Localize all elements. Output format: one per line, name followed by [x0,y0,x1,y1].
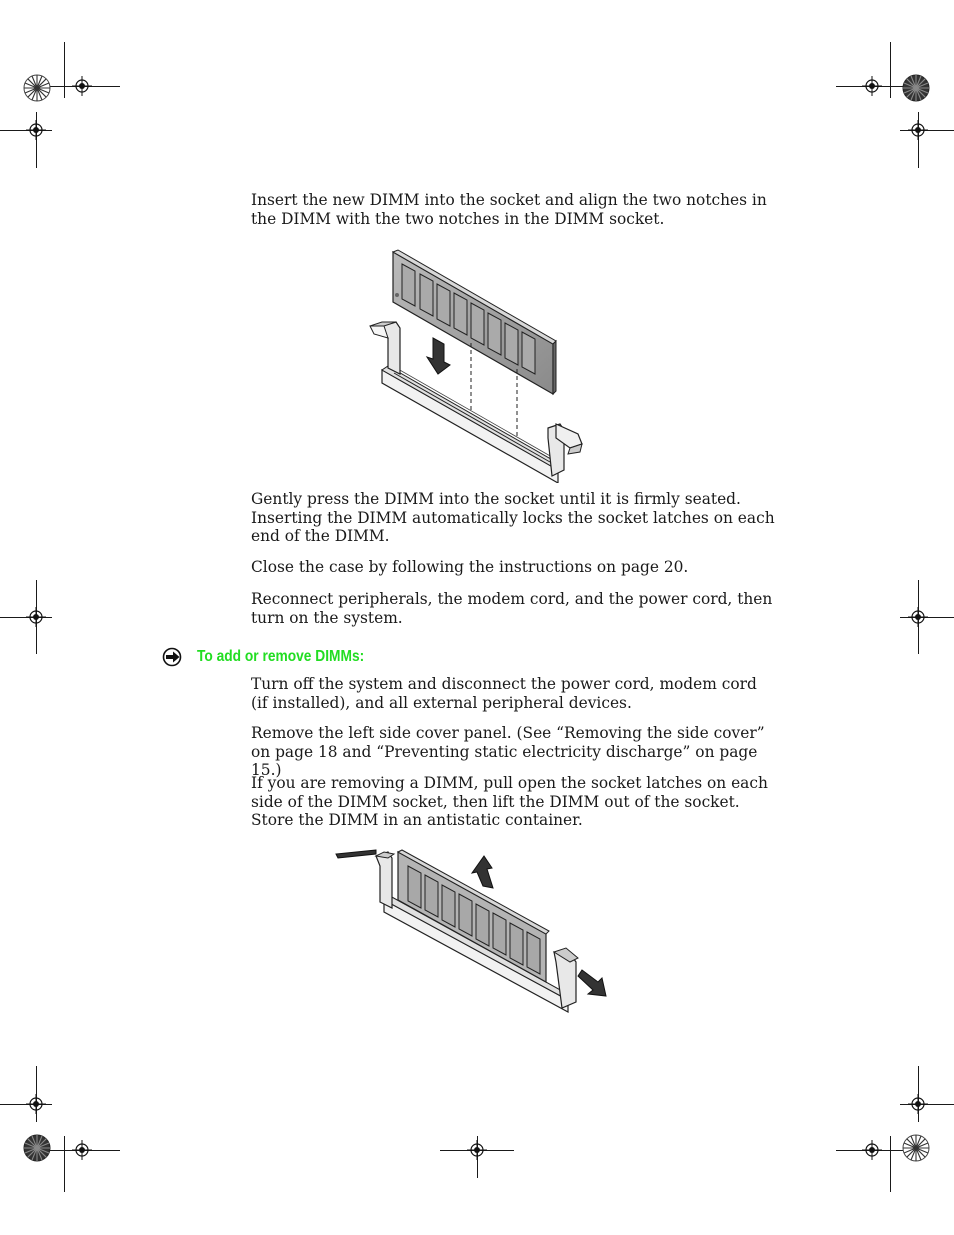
registration-mark-icon [908,607,928,627]
insert-dimm-paragraph: Insert the new DIMM into the socket and align the two notches in the DIMM with the two notches in the DIMM socket. [251,191,767,228]
procedure-heading: To add or remove DIMMs: [197,648,365,665]
registration-mark-icon [72,1140,92,1160]
registration-mark-icon [862,76,882,96]
registration-mark-icon [26,607,46,627]
registration-mark-icon [908,1094,928,1114]
registration-mark-icon [908,120,928,140]
registration-mark-icon [72,76,92,96]
close-case-paragraph: Close the case by following the instructions on page 20. [251,558,689,576]
insert-dimm-illustration [360,248,590,483]
registration-mark-icon [862,1140,882,1160]
starburst-target-icon [902,74,930,102]
registration-mark-icon [467,1140,487,1160]
press-dimm-paragraph: Gently press the DIMM into the socket until it is firmly seated. Inserting the DIMM automatically locks the socket latches on each end of the DIMM. [251,490,775,545]
reconnect-paragraph: Reconnect peripherals, the modem cord, and the power cord, then turn on the system. [251,590,773,627]
registration-mark-icon [26,1094,46,1114]
procedure-arrow-icon [162,647,184,667]
starburst-target-icon [902,1134,930,1162]
registration-mark-icon [26,120,46,140]
remove-cover-paragraph: Remove the left side cover panel. (See “Removing the side cover” on page 18 and “Preventing static electricity discharge” on page 15.) [251,724,765,779]
remove-dimm-illustration [332,842,612,1014]
starburst-target-icon [23,1134,51,1162]
turn-off-paragraph: Turn off the system and disconnect the power cord, modem cord (if installed), and all external peripheral devices. [251,675,757,712]
starburst-target-icon [23,74,51,102]
removing-dimm-paragraph: If you are removing a DIMM, pull open the socket latches on each side of the DIMM socket, then lift the DIMM out of the socket. Store the DIMM in an antistatic container. [251,774,768,829]
